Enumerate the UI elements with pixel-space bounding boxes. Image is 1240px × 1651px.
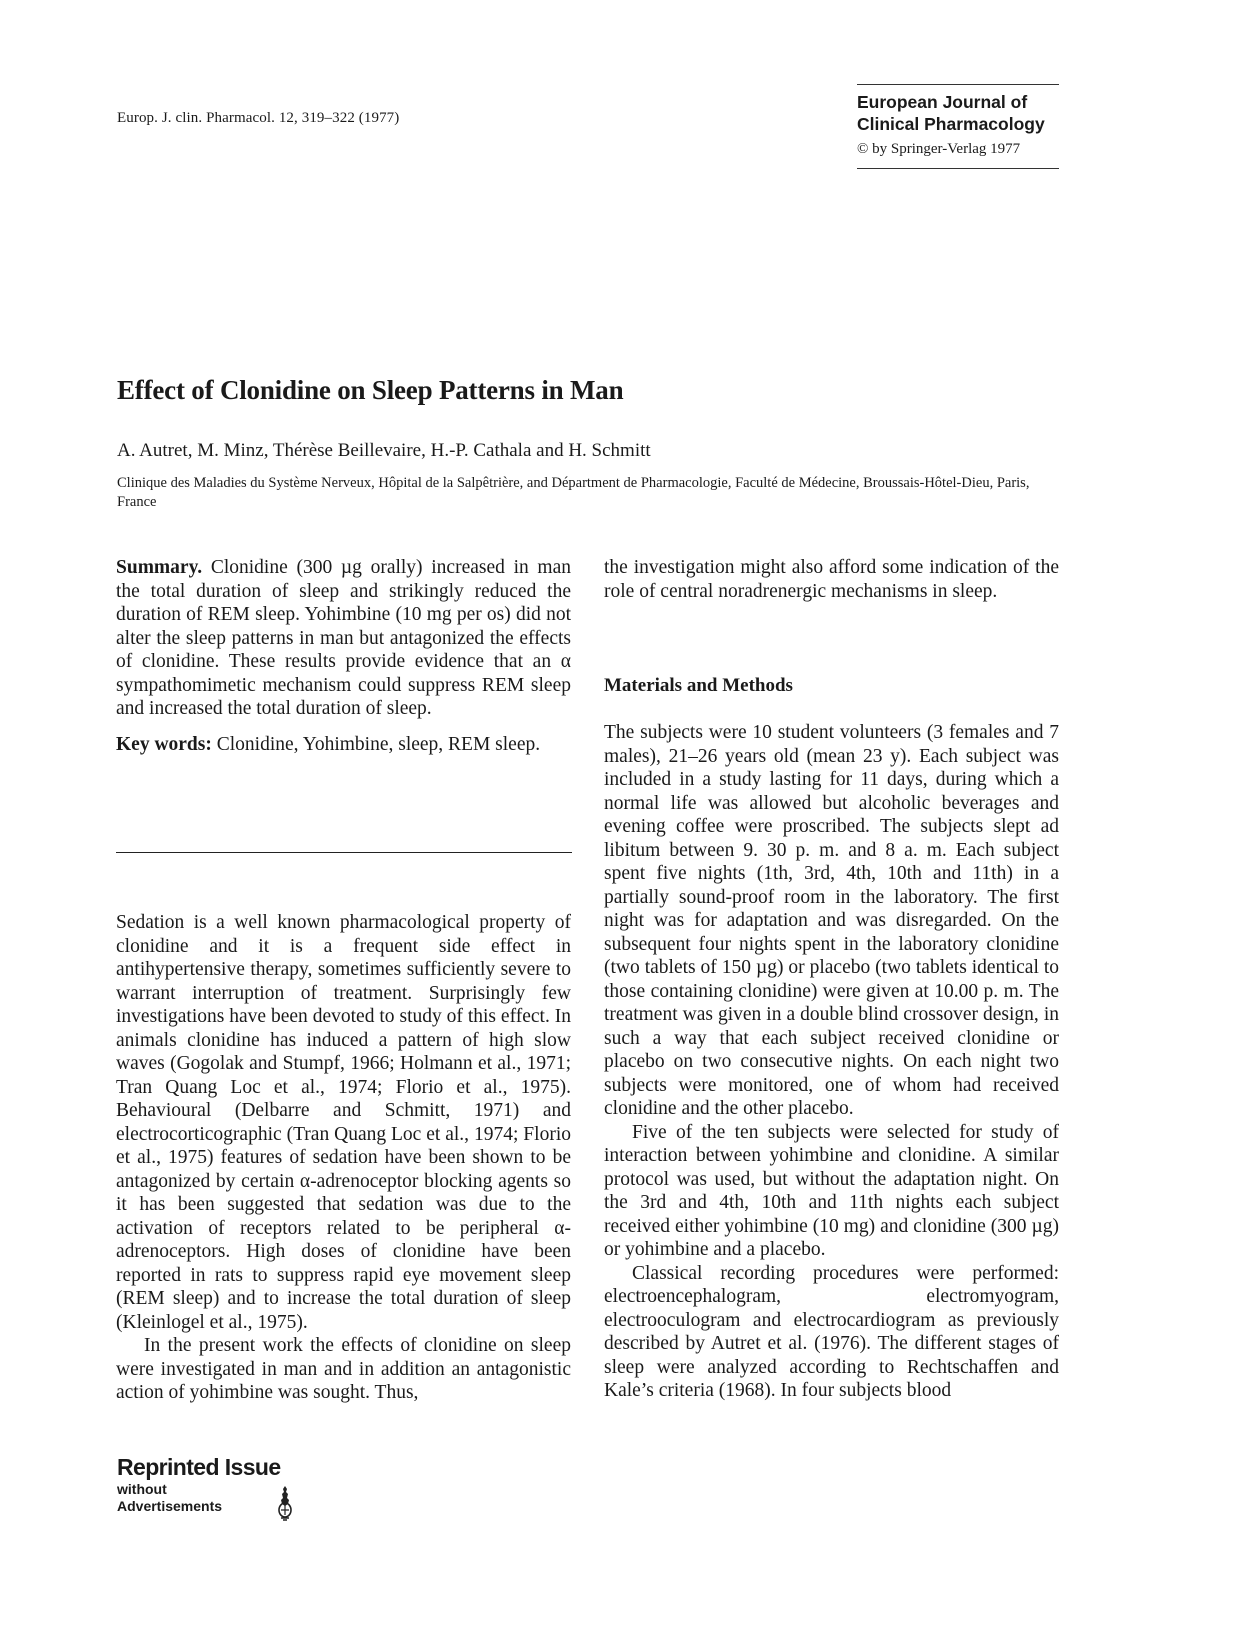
abstract-divider [116, 852, 572, 853]
intro-continuation-column [604, 556, 1059, 603]
summary-label: Summary. [116, 557, 203, 578]
methods-paragraph-1: The subjects were 10 student volunteers (3 females and 7 males), 21–26 years old (mean 23 y). Each subject was included in a study lasting for 11 days, during which a normal life was allowed but alcoholic beverages and evening coffee were proscribed. The subjects slept ad libitum between 9. 30 p. m. and 8 a. m. Each subject spent five nights (1th, 3rd, 4th, 10th and 11th) in a partially sound-proof room in the laboratory. The first night was for adaptation and was disregarded. On the subsequent four nights spent in the laboratory clonidine (two tablets of 150 µg) or placebo (two tablets identical to those containing clonidine) were given at 10.00 p. m. The treatment was given in a double blind crossover design, in such a way that each subject received clonidine or placebo on two consecutive nights. On each night two subjects were monitored, one of whom had received clonidine and the other placebo. [604, 722, 1059, 1119]
journal-masthead [857, 84, 1059, 169]
abstract-block [116, 556, 571, 756]
affiliation: Clinique des Maladies du Système Nerveux, Hôpital de la Salpêtrière, and Départment de Pharmacologie, Faculté de Médecine, Broussais-Hôtel-Dieu, Paris, France [117, 475, 1030, 510]
keywords-paragraph [116, 733, 571, 757]
methods-paragraph-3: Classical recording procedures were performed: electroencephalogram, electromyogram, electrooculogram and electrocardiogram as previously described by Autret et al. (1976). The different stages of sleep were analyzed according to Rechtschaffen and Kale’s criteria (1968). In four subjects blood [604, 1262, 1059, 1401]
summary-paragraph [116, 556, 571, 721]
reprint-title: Reprinted Issue [117, 1454, 281, 1480]
reprint-line-2: Advertisements [117, 1498, 223, 1514]
reprint-line-1: without [117, 1481, 167, 1497]
intro-paragraph-2: In the present work the effects of clonidine on sleep were investigated in man and in addition an antagonistic action of yohimbine was sought. Thus, [116, 1335, 571, 1403]
methods-heading: Materials and Methods [604, 675, 793, 696]
springer-knight-icon [275, 1484, 295, 1522]
journal-name-line2: Clinical Pharmacology [857, 114, 1045, 134]
article-title: Effect of Clonidine on Sleep Patterns in Man [117, 375, 624, 405]
intro-continuation: the investigation might also afford some indication of the role of central noradrenergic mechanisms in sleep. [604, 557, 1059, 602]
introduction-column [116, 911, 571, 1405]
author-list: A. Autret, M. Minz, Thérèse Beillevaire, H.-P. Cathala and H. Schmitt [117, 440, 651, 461]
journal-name-line1: European Journal of [857, 92, 1028, 112]
copyright-notice: © by Springer-Verlag 1977 [857, 141, 1021, 157]
reprint-notice [117, 1454, 281, 1515]
keywords-label: Key words: [116, 733, 212, 755]
intro-paragraph-1: Sedation is a well known pharmacological property of clonidine and it is a frequent side effect in antihypertensive therapy, sometimes sufficiently severe to warrant interruption of treatment. Surprisingly few investigations have been devoted to study of this effect. In animals clonidine has induced a pattern of high slow waves (Gogolak and Stumpf, 1966; Holmann et al., 1971; Tran Quang Loc et al., 1974; Florio et al., 1975). Behavioural (Delbarre and Schmitt, 1971) and electrocorticographic (Tran Quang Loc et al., 1974; Florio et al., 1975) features of sedation have been shown to be antagonized by certain α-adrenoceptor blocking agents so it has been suggested that sedation was due to the activation of receptors related to be peripheral α-adrenoceptors. High doses of clonidine have been reported in rats to suppress rapid eye movement sleep (REM sleep) and to increase the total duration of sleep (Kleinlogel et al., 1975). [116, 912, 571, 1333]
journal-citation: Europ. J. clin. Pharmacol. 12, 319–322 (1977) [117, 110, 400, 126]
methods-paragraph-2: Five of the ten subjects were selected for study of interaction between yohimbine and clonidine. A similar protocol was used, but without the adaptation night. On the 3rd and 4th, 10th and 11th nights each subject received either yohimbine (10 mg) and clonidine (300 µg) or yohimbine and a placebo. [604, 1121, 1059, 1260]
methods-column [604, 721, 1059, 1403]
summary-text: Clonidine (300 µg orally) increased in man the total duration of sleep and strikingly reduced the duration of REM sleep. Yohimbine (10 mg per os) did not alter the sleep patterns in man but antagonized the effects of clonidine. These results provide evidence that an α sympathomimetic mechanism could suppress REM sleep and increased the total duration of sleep. [116, 557, 572, 719]
keywords-text: Clonidine, Yohimbine, sleep, REM sleep. [216, 733, 541, 755]
